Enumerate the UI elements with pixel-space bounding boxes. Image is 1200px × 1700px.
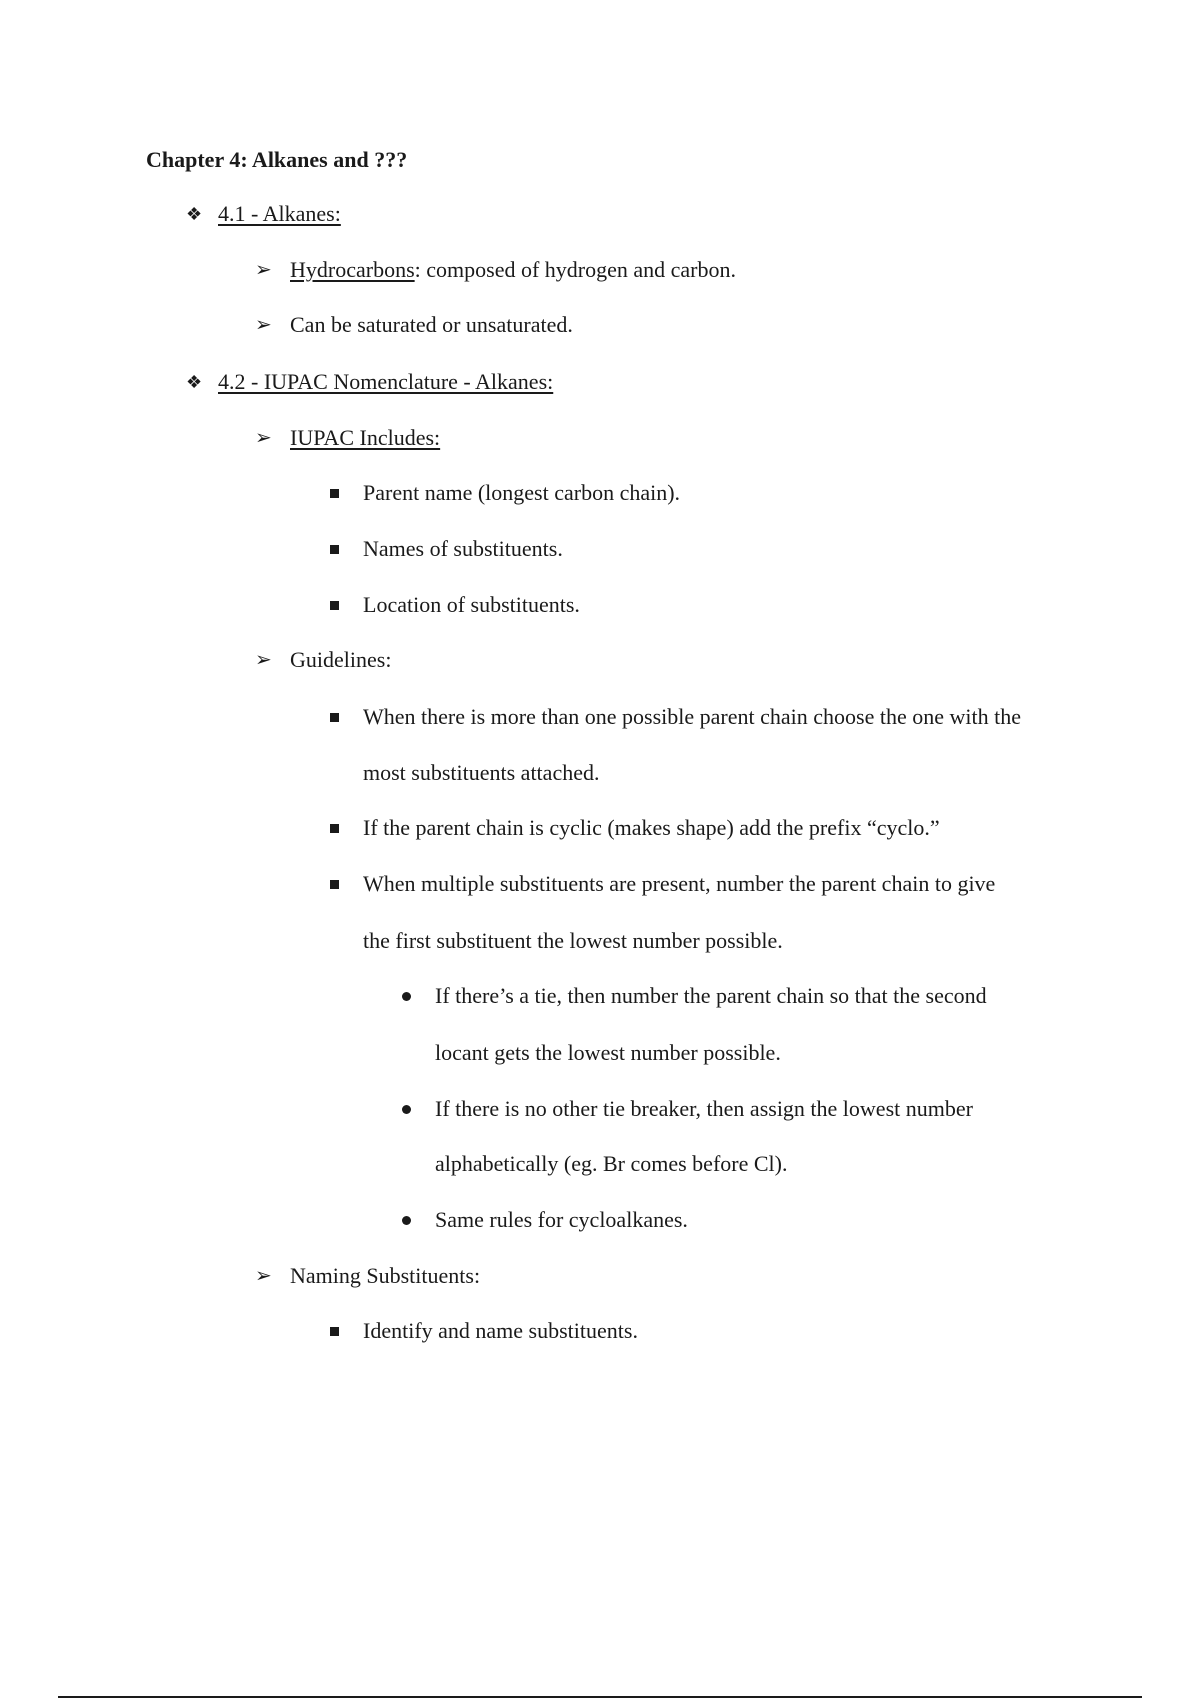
- list-item-continuation: most substituents attached.: [363, 760, 600, 785]
- arrowhead-bullet-icon: ➢: [255, 314, 272, 336]
- square-bullet-icon: [330, 1316, 339, 1336]
- list-item: Parent name (longest carbon chain).: [363, 480, 681, 505]
- term-hydrocarbons: Hydrocarbons: [290, 257, 415, 282]
- subheading-naming-substituents: Naming Substituents:: [290, 1263, 481, 1288]
- list-item: When there is more than one possible parent chain choose the one with the: [363, 704, 1021, 729]
- subheading-iupac-includes: IUPAC Includes:: [290, 425, 441, 450]
- list-item: Location of substituents.: [363, 592, 580, 617]
- square-bullet-icon: [330, 478, 339, 498]
- page-title: Chapter 4: Alkanes and ???: [146, 147, 408, 172]
- square-bullet-icon: [330, 534, 339, 554]
- square-bullet-icon: [330, 813, 339, 833]
- arrowhead-bullet-icon: ➢: [255, 1265, 272, 1287]
- square-bullet-icon: [330, 590, 339, 610]
- sub-list-item: Same rules for cycloalkanes.: [435, 1207, 688, 1232]
- list-item: Identify and name substituents.: [363, 1318, 638, 1343]
- four-diamond-bullet-icon: ❖: [186, 204, 203, 224]
- term-definition: : composed of hydrogen and carbon.: [414, 257, 736, 282]
- arrowhead-bullet-icon: ➢: [255, 259, 272, 281]
- section-heading-4-2: 4.2 - IUPAC Nomenclature - Alkanes:: [218, 369, 554, 394]
- four-diamond-bullet-icon: ❖: [186, 372, 203, 392]
- sub-list-item-continuation: locant gets the lowest number possible.: [435, 1040, 781, 1065]
- subheading-guidelines: Guidelines:: [290, 647, 392, 672]
- list-item: Names of substituents.: [363, 536, 563, 561]
- square-bullet-icon: [330, 869, 339, 889]
- sub-list-item-continuation: alphabetically (eg. Br comes before Cl).: [435, 1151, 788, 1176]
- round-bullet-icon: [402, 1205, 411, 1225]
- sub-list-item: If there is no other tie breaker, then assign the lowest number: [435, 1096, 973, 1121]
- footer-divider: [58, 1696, 1142, 1698]
- list-item-hydrocarbons: [290, 255, 736, 285]
- list-item-continuation: the first substituent the lowest number possible.: [363, 928, 783, 953]
- arrowhead-bullet-icon: ➢: [255, 649, 272, 671]
- section-heading-4-1: 4.1 - Alkanes:: [218, 201, 341, 226]
- list-item: If the parent chain is cyclic (makes shape) add the prefix “cyclo.”: [363, 815, 940, 840]
- list-item: When multiple substituents are present, number the parent chain to give: [363, 871, 996, 896]
- square-bullet-icon: [330, 702, 339, 722]
- sub-list-item: If there’s a tie, then number the parent chain so that the second: [435, 983, 987, 1008]
- round-bullet-icon: [402, 981, 411, 1001]
- arrowhead-bullet-icon: ➢: [255, 427, 272, 449]
- round-bullet-icon: [402, 1094, 411, 1114]
- list-item-saturation: Can be saturated or unsaturated.: [290, 312, 573, 337]
